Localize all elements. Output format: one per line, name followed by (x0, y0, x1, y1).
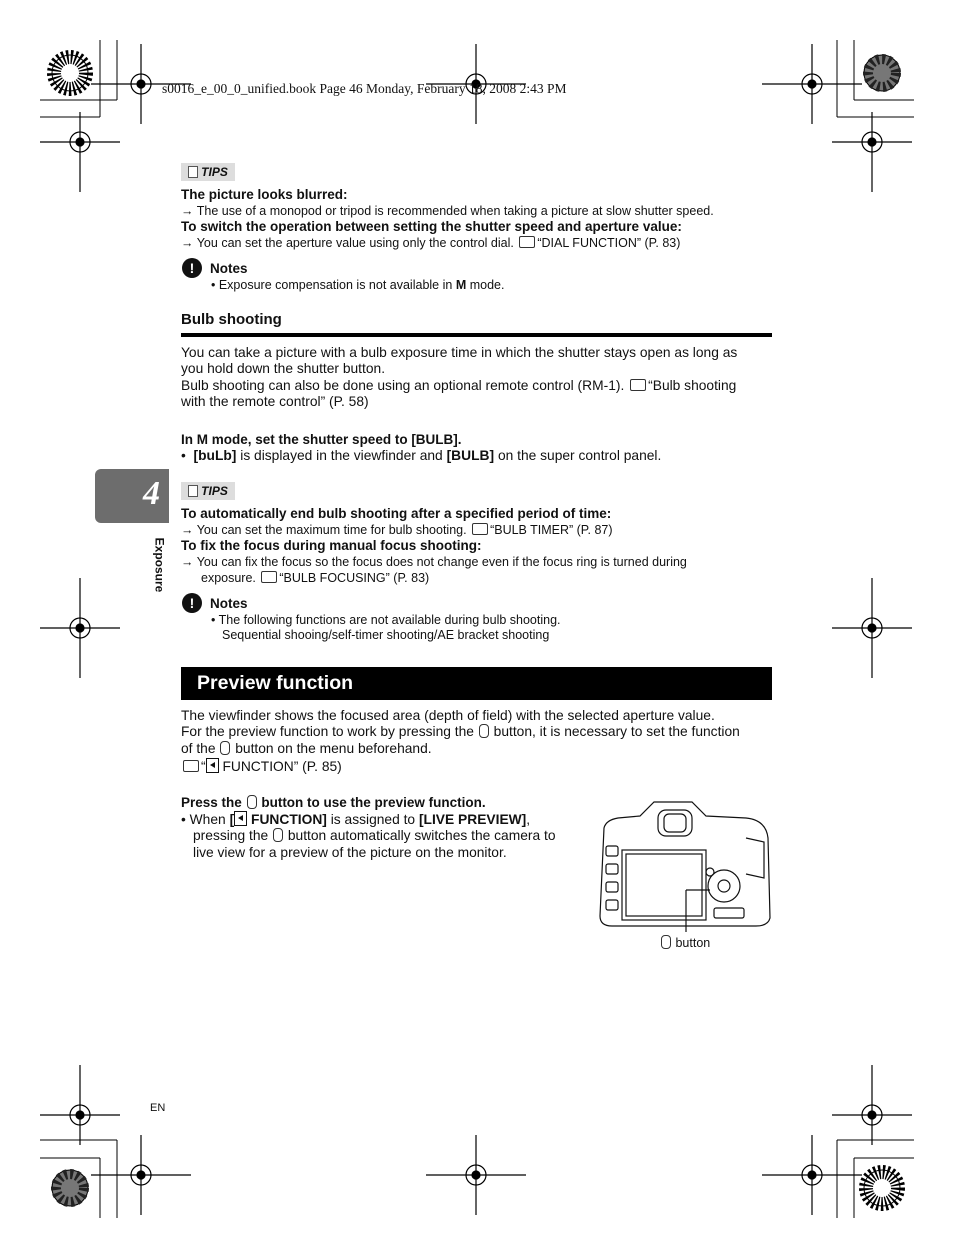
preview-step: Press the button to use the preview function. (181, 795, 486, 810)
function-button-icon (234, 811, 247, 826)
notes-item: • Exposure compensation is not available in M mode. (211, 278, 505, 292)
tips-answer: → You can set the aperture value using only the control dial. “DIAL FUNCTION” (P. 83) (181, 236, 681, 250)
preview-bullet: • When [ FUNCTION] is assigned to [LIVE PREVIEW], (181, 812, 531, 827)
tips-badge: TIPS (181, 163, 235, 181)
caution-icon: ! (182, 258, 202, 278)
notes-label: Notes (210, 261, 248, 276)
section-banner-preview: Preview function (181, 667, 772, 700)
preview-button-icon (479, 724, 489, 738)
bulb-paragraph: You can take a picture with a bulb exposure time in which the shutter stays open as long as (181, 345, 738, 360)
page-reference-icon (630, 379, 646, 391)
notes-item: Sequential shooing/self-timer shooting/AE bracket shooting (222, 628, 550, 642)
tips-badge: TIPS (181, 482, 235, 500)
page-reference-icon (472, 523, 488, 535)
page-reference-icon (519, 236, 535, 248)
memo-icon (188, 485, 198, 497)
preview-bullet: live view for a preview of the picture on the monitor. (193, 845, 507, 860)
camera-caption: button (660, 935, 710, 951)
preview-button-icon (220, 741, 230, 755)
preview-button-icon (273, 828, 283, 842)
caution-icon: ! (182, 593, 202, 613)
print-header: s0016_e_00_0_unified.book Page 46 Monday, February 18, 2008 2:43 PM (162, 81, 567, 96)
tips-question: To automatically end bulb shooting after a specified period of time: (181, 506, 612, 521)
bulb-paragraph: you hold down the shutter button. (181, 361, 386, 376)
tips-answer: exposure. “BULB FOCUSING” (P. 83) (201, 571, 430, 585)
notes-label: Notes (210, 596, 248, 611)
tips-answer: → You can set the maximum time for bulb shooting. “BULB TIMER” (P. 87) (181, 523, 613, 537)
tips-question: To switch the operation between setting the shutter speed and aperture value: (181, 219, 682, 234)
preview-button-icon (247, 795, 257, 809)
tips-answer: → The use of a monopod or tripod is recommended when taking a picture at slow shutter speed. (181, 204, 714, 218)
language-code: EN (150, 1102, 166, 1114)
notes-item: • The following functions are not available during bulb shooting. (211, 613, 561, 627)
camera-back-illustration (596, 798, 774, 932)
tips-question: The picture looks blurred: (181, 187, 348, 202)
preview-bullet: pressing the button automatically switches the camera to (193, 828, 556, 843)
page-reference-icon (183, 760, 199, 772)
preview-button-icon (661, 935, 671, 949)
preview-paragraph: For the preview function to work by pressing the button, it is necessary to set the function (181, 724, 740, 739)
tips-answer: → You can fix the focus so the focus does not change even if the focus ring is turned during (181, 555, 687, 569)
preview-paragraph: of the button on the menu beforehand. (181, 741, 432, 756)
chapter-tab: 4 (95, 469, 169, 523)
preview-paragraph: The viewfinder shows the focused area (depth of field) with the selected aperture value. (181, 708, 715, 723)
chapter-side-label: Exposure (152, 537, 167, 593)
section-heading-bulb: Bulb shooting (181, 311, 282, 328)
bulb-step: In M mode, set the shutter speed to [BULB]. (181, 432, 462, 447)
bulb-bullet: • [buLb] is displayed in the viewfinder and [BULB] on the super control panel. (181, 448, 662, 463)
heading-rule (181, 333, 772, 337)
bulb-paragraph: Bulb shooting can also be done using an optional remote control (RM-1). “Bulb shooting (181, 378, 737, 393)
page-reference-icon (261, 571, 277, 583)
tips-question: To fix the focus during manual focus shooting: (181, 538, 482, 553)
function-button-icon (206, 758, 219, 773)
memo-icon (188, 166, 198, 178)
mode-m-icon: M (455, 278, 467, 292)
preview-reference: “ FUNCTION” (P. 85) (181, 758, 342, 776)
mode-m-icon: M (196, 432, 209, 447)
bulb-paragraph: with the remote control” (P. 58) (181, 394, 369, 409)
